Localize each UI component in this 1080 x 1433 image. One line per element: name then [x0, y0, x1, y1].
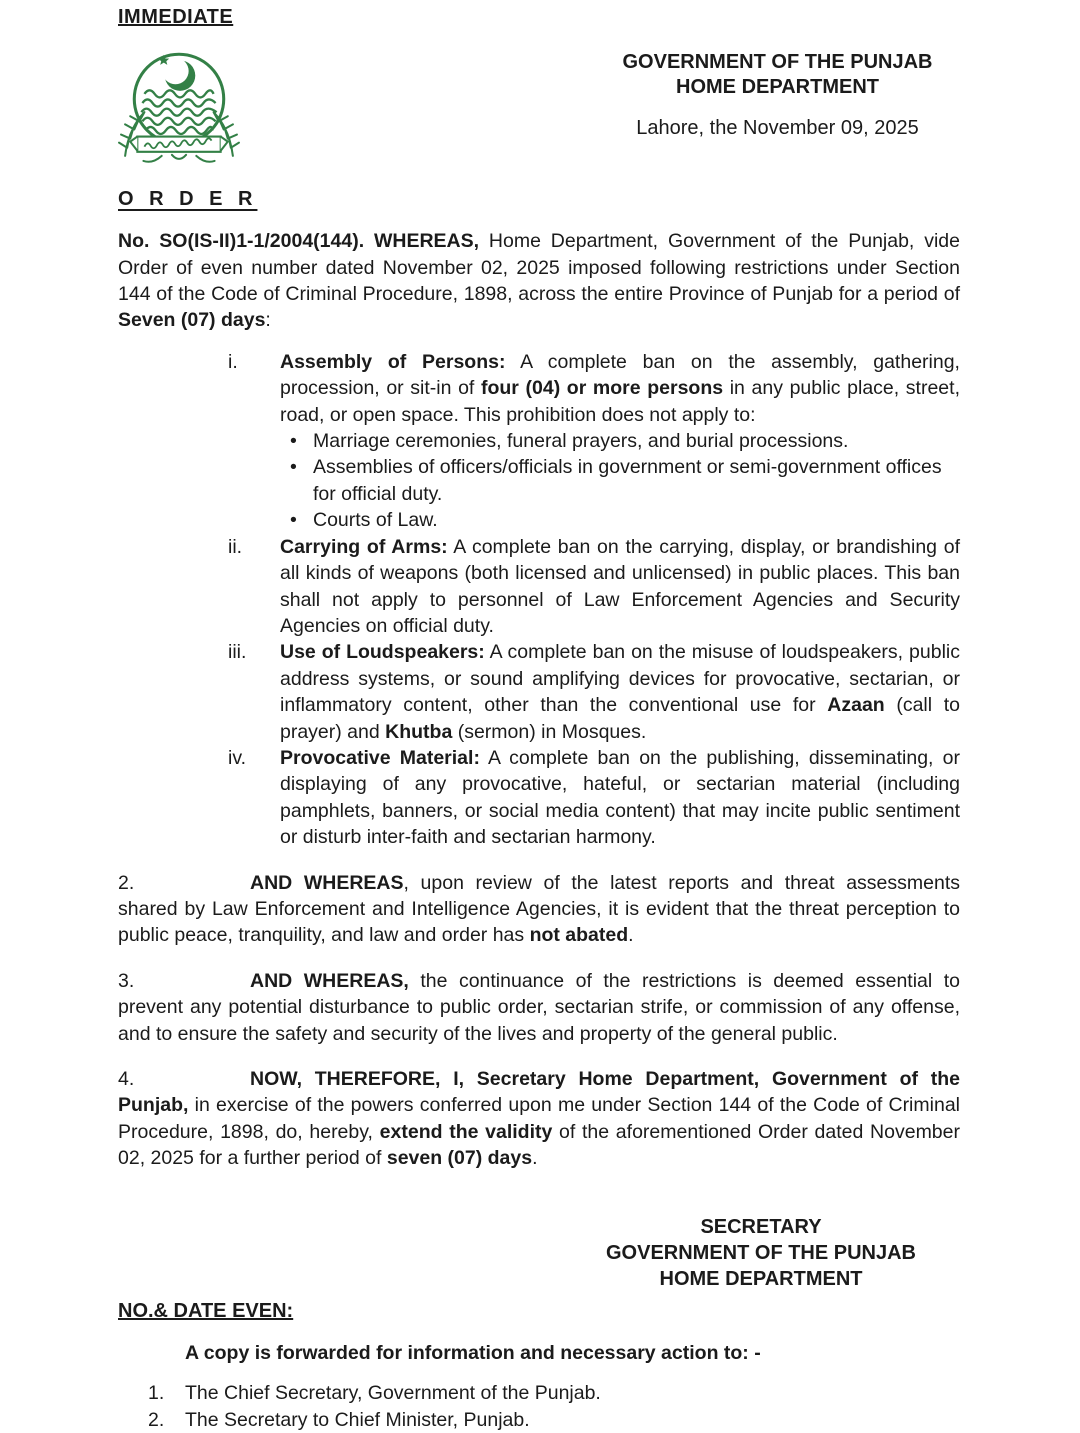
numbered-paragraph: [118, 968, 960, 1047]
numbered-paragraphs: [118, 870, 960, 1172]
restriction-body: [280, 534, 960, 640]
numbered-paragraph: [118, 1066, 960, 1172]
bullet-icon: •: [290, 430, 297, 453]
restriction-item: [118, 745, 960, 851]
recipients-list: [118, 1380, 960, 1433]
recipient-text: The Chief Secretary, Government of the Punjab.: [185, 1382, 601, 1405]
restriction-marker: iii.: [228, 641, 247, 664]
signature-line: SECRETARY: [700, 1215, 822, 1238]
paragraph-number: 4.: [118, 1068, 135, 1090]
forwarding-line: A copy is forwarded for information and necessary action to: -: [185, 1342, 761, 1365]
restriction-body: [280, 745, 960, 851]
no-date-even-label: NO.& DATE EVEN:: [118, 1299, 294, 1322]
letterhead-block: [605, 40, 950, 171]
restriction-text: Use of Loudspeakers: A complete ban on the misuse of loudspeakers, public address systems, or sound amplifying devices for provocative, sectarian, or inflammatory content, other than the conventional use for Azaan (call to prayer) and Khutba (sermon) in Mosques.: [280, 641, 960, 743]
paragraph-text: NOW, THEREFORE, I, Secretary Home Department, Government of the Punjab, in exercise of the powers conferred upon me under Section 144 of the Code of Criminal Procedure, 1898, do, hereby, extend the validity of the aforementioned Order dated November 02, 2025 for a further period of seven (07) days.: [118, 1068, 960, 1170]
restrictions-list: [118, 349, 960, 851]
exception-bullets: [280, 428, 960, 534]
restriction-item: [118, 534, 960, 640]
opening-paragraph: No. SO(IS-II)1-1/2004(144). WHEREAS, Home Department, Government of the Punjab, vide Order of even number dated November 02, 2025 imposed following restrictions under Section 144 of the Code of Criminal Procedure, 1898, across the entire Province of Punjab for a period of Seven (07) days:: [118, 230, 960, 332]
recipient-number: 1.: [148, 1382, 165, 1405]
paragraph-number: 3.: [118, 969, 135, 992]
recipient-item: [118, 1407, 960, 1433]
urgency-label: IMMEDIATE: [118, 6, 234, 28]
restriction-text: Carrying of Arms: A complete ban on the carrying, display, or brandishing of all kinds of weapons (both licensed and unlicensed) in public places. This ban shall not apply to personnel of Law Enforcement Agencies and Security Agencies on official duty.: [280, 535, 960, 637]
restriction-marker: i.: [228, 350, 238, 373]
dept-name: HOME DEPARTMENT: [676, 76, 879, 99]
recipient-text: The Secretary to Chief Minister, Punjab.: [185, 1408, 530, 1431]
exception-bullet: [280, 454, 960, 507]
signature-line: HOME DEPARTMENT: [659, 1267, 863, 1290]
signature-block: [580, 1214, 942, 1292]
punjab-emblem-icon: [100, 40, 260, 171]
paragraph-text: AND WHEREAS, the continuance of the restrictions is deemed essential to prevent any potential disturbance to public order, sectarian strife, or commission of any offense, and to ensure the safety and security of the lives and property of the general public.: [118, 969, 960, 1045]
paragraph-text: AND WHEREAS, upon review of the latest reports and threat assessments shared by Law Enforcement and Intelligence Agencies, it is evident that the threat perception to public peace, tranquility, and law and order has not abated.: [118, 871, 960, 947]
document-header: [118, 40, 960, 171]
org-name: GOVERNMENT OF THE PUNJAB: [622, 51, 933, 74]
paragraph-number: 2.: [118, 871, 135, 894]
bullet-text: Assemblies of officers/officials in government or semi-government offices for official duty.: [313, 456, 942, 505]
restriction-marker: iv.: [228, 746, 247, 769]
recipient-number: 2.: [148, 1408, 165, 1431]
restriction-item: [118, 349, 960, 534]
numbered-paragraph: [118, 870, 960, 949]
restriction-text: Assembly of Persons: A complete ban on the assembly, gathering, procession, or sit-in of four (04) or more persons in any public place, street, road, or open space. This prohibition does not apply to:: [280, 350, 960, 426]
bullet-text: Marriage ceremonies, funeral prayers, and burial processions.: [313, 430, 849, 453]
place-date-line: Lahore, the November 09, 2025: [636, 117, 919, 140]
restriction-body: [280, 639, 960, 745]
restriction-item: [118, 639, 960, 745]
restriction-body: [280, 349, 960, 534]
bullet-icon: •: [290, 456, 297, 479]
restriction-text: Provocative Material: A complete ban on the publishing, disseminating, or displaying of any provocative, hateful, or sectarian material (including pamphlets, banners, or social media content) that may incite public sentiment or disturb inter-faith and sectarian harmony.: [280, 746, 960, 849]
order-title: O R D E R: [118, 187, 258, 210]
restriction-marker: ii.: [228, 535, 243, 558]
exception-bullet: [280, 507, 960, 533]
signature-line: GOVERNMENT OF THE PUNJAB: [605, 1241, 917, 1264]
exception-bullet: [280, 428, 960, 454]
bullet-text: Courts of Law.: [313, 509, 438, 532]
bullet-icon: •: [290, 509, 297, 532]
recipient-item: [118, 1380, 960, 1406]
